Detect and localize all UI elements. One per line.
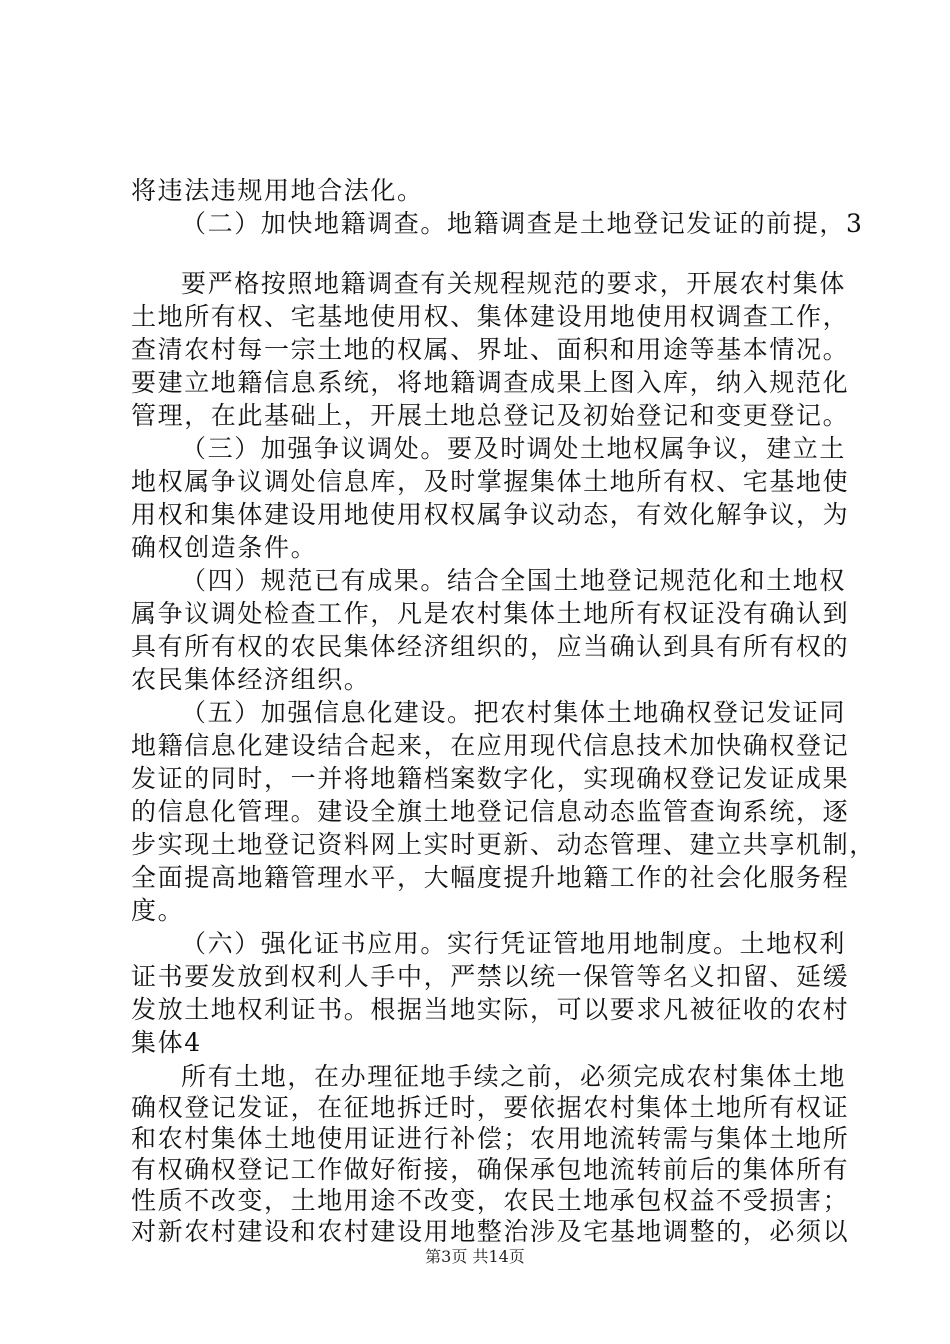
- text-line: 的信息化管理。建设全旗土地登记信息动态监管查询系统，逐: [131, 797, 850, 826]
- text-line: 土地所有权、宅基地使用权、集体建设用地使用权调查工作，: [131, 302, 850, 331]
- text-line: 要严格按照地籍调查有关规程规范的要求，开展农村集体: [181, 269, 847, 298]
- text-line: 度。: [131, 896, 185, 925]
- text-line: 对新农村建设和农村建设用地整治涉及宅基地调整的，必须以: [131, 1217, 850, 1246]
- text-line: （四）规范已有成果。结合全国土地登记规范化和土地权: [181, 566, 847, 595]
- text-line: （二）加快地籍调查。地籍调查是土地登记发证的前提，3: [181, 209, 864, 238]
- text-line: （三）加强争议调处。要及时调处土地权属争议，建立土: [181, 434, 847, 463]
- text-line: 性质不改变，土地用途不改变，农民土地承包权益不受损害；: [131, 1186, 850, 1215]
- page-footer: 第3页 共14页: [425, 1247, 525, 1266]
- text-line: （五）加强信息化建设。把农村集体土地确权登记发证同: [181, 698, 847, 727]
- text-line: 具有所有权的农民集体经济组织的，应当确认到具有所有权的: [131, 632, 850, 661]
- text-line: 将违法违规用地合法化。: [131, 176, 424, 205]
- text-line: 农民集体经济组织。: [131, 665, 371, 694]
- text-line: 属争议调处检查工作，凡是农村集体土地所有权证没有确认到: [131, 599, 850, 628]
- text-line: 证书要发放到权利人手中，严禁以统一保管等名义扣留、延缓: [131, 962, 850, 991]
- text-line: 确权登记发证，在征地拆迁时，要依据农村集体土地所有权证: [131, 1093, 850, 1122]
- text-line: 有权确权登记工作做好衔接，确保承包地流转前后的集体所有: [131, 1155, 850, 1184]
- text-line: 发证的同时，一并将地籍档案数字化，实现确权登记发证成果: [131, 764, 850, 793]
- text-line: 步实现土地登记资料网上实时更新、动态管理、建立共享机制，: [131, 830, 876, 859]
- text-line: 集体4: [131, 1028, 202, 1057]
- text-line: 确权创造条件。: [131, 533, 318, 562]
- text-line: 用权和集体建设用地使用权权属争议动态，有效化解争议，为: [131, 500, 850, 529]
- text-line: 要建立地籍信息系统，将地籍调查成果上图入库，纳入规范化: [131, 368, 850, 397]
- text-line: （六）强化证书应用。实行凭证管地用地制度。土地权利: [181, 929, 847, 958]
- text-line: 所有土地，在办理征地手续之前，必须完成农村集体土地: [181, 1062, 847, 1091]
- text-line: 全面提高地籍管理水平，大幅度提升地籍工作的社会化服务程: [131, 863, 850, 892]
- text-line: 发放土地权利证书。根据当地实际，可以要求凡被征收的农村: [131, 995, 850, 1024]
- text-line: 和农村集体土地使用证进行补偿；农用地流转需与集体土地所: [131, 1124, 850, 1153]
- text-line: 查清农村每一宗土地的权属、界址、面积和用途等基本情况。: [131, 335, 850, 364]
- text-line: 地权属争议调处信息库，及时掌握集体土地所有权、宅基地使: [131, 467, 850, 496]
- text-line: 地籍信息化建设结合起来，在应用现代信息技术加快确权登记: [131, 731, 850, 760]
- text-line: 管理，在此基础上，开展土地总登记及初始登记和变更登记。: [131, 401, 850, 430]
